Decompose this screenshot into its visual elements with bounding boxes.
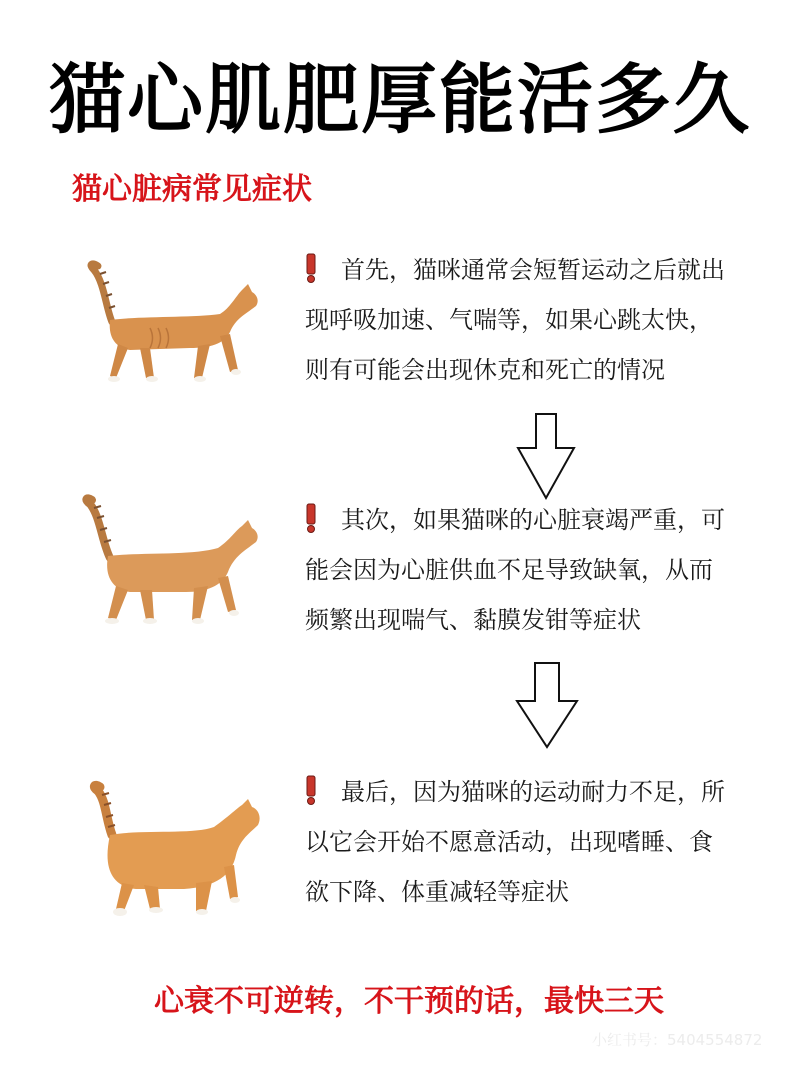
stage-3-description bbox=[305, 767, 765, 917]
exclamation-icon bbox=[305, 503, 335, 533]
page-title: 猫心肌肥厚能活多久 bbox=[49, 55, 751, 144]
normal-cat-illustration bbox=[70, 486, 270, 636]
down-arrow-icon bbox=[514, 412, 578, 502]
stage-3-line-3: 欲下降、体重减轻等症状 bbox=[305, 878, 569, 906]
stage-1-line-1: 首先，猫咪通常会短暂运动之后就出 bbox=[341, 256, 725, 284]
stage-1-line-3: 则有可能会出现休克和死亡的情况 bbox=[305, 356, 665, 384]
stage-2-line-2: 能会因为心脏供血不足导致缺氧，从而 bbox=[305, 556, 713, 584]
down-arrow-icon bbox=[515, 660, 579, 752]
conclusion-text: 心衰不可逆转，不干预的话，最快三天 bbox=[154, 984, 664, 1019]
fat-cat-illustration bbox=[72, 775, 272, 925]
section-subtitle: 猫心脏病常见症状 bbox=[72, 172, 312, 207]
thin-cat-illustration bbox=[70, 248, 270, 398]
stage-2-line-1: 其次，如果猫咪的心脏衰竭严重，可 bbox=[341, 506, 725, 534]
exclamation-icon bbox=[305, 775, 335, 805]
stage-2-description bbox=[305, 495, 765, 645]
stage-3-line-1: 最后，因为猫咪的运动耐力不足，所 bbox=[341, 778, 725, 806]
stage-3-line-2: 以它会开始不愿意活动，出现嗜睡、食 bbox=[305, 828, 713, 856]
watermark: 小红书号：5404554872 bbox=[592, 1031, 763, 1049]
stage-2-line-3: 频繁出现喘气、黏膜发钳等症状 bbox=[305, 606, 641, 634]
stage-1-line-2: 现呼吸加速、气喘等，如果心跳太快， bbox=[305, 306, 713, 334]
exclamation-icon bbox=[305, 253, 335, 283]
stage-1-description bbox=[305, 245, 765, 395]
